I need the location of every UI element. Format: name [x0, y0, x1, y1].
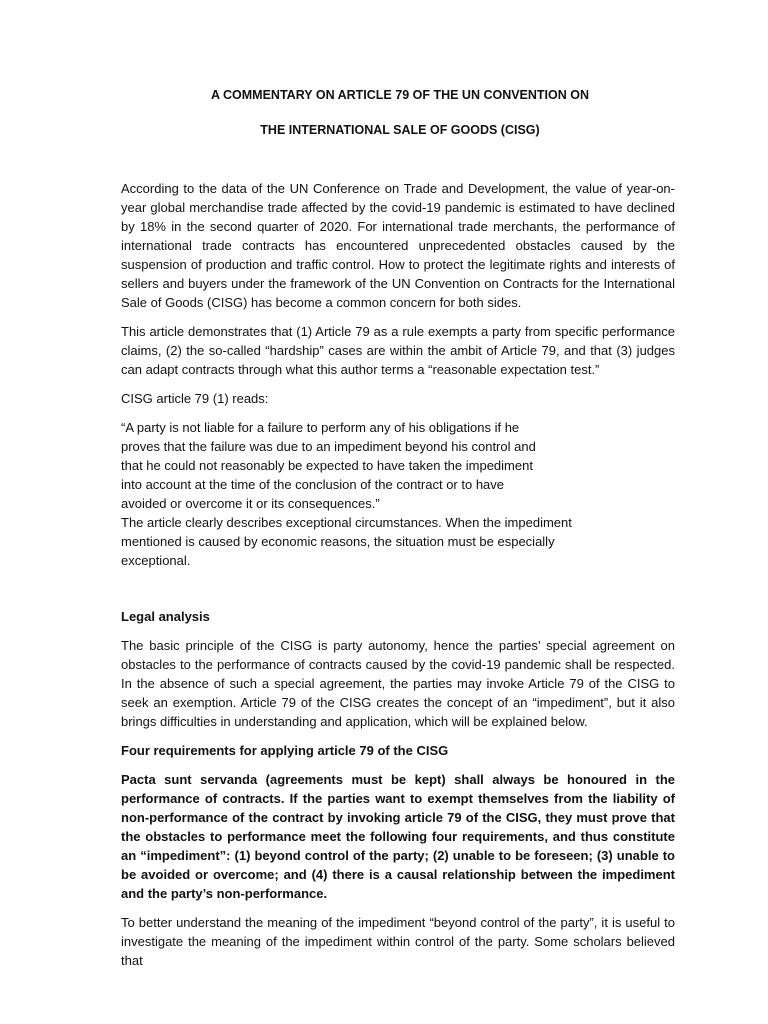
heading-four-requirements: Four requirements for applying article 79 of the CISG: [121, 743, 449, 758]
thesis-paragraph: This article demonstrates that (1) Article 79 as a rule exempts a party from specific performance claims, (2) the so-called “hardship” cases are within the ambit of Article 79, and that (3) judges can adapt contracts through what this author terms a “reasonable expectation test.”: [121, 324, 675, 377]
quote-line: mentioned is caused by economic reasons, the situation must be especially: [121, 534, 555, 549]
quote-line: avoided or overcome it or its consequences.”: [121, 496, 380, 511]
four-requirements-paragraph: Pacta sunt servanda (agreements must be kept) shall always be honoured in the performance of contracts. If the parties want to exempt themselves from the liability of non-performance of the contract by invoking article 79 of the CISG, they must prove that the obstacles to performance meet the following four requirements, and thus constitute an “impediment”: (1) beyond control of the party; (2) unable to be foreseen; (3) unable to be avoided or overcome; and (4) there is a causal relationship between the impediment and the party’s non-performance.: [121, 772, 675, 901]
article-79-quote: [121, 418, 675, 570]
legal-analysis-paragraph: The basic principle of the CISG is party autonomy, hence the parties’ special agreement on obstacles to the performance of contracts caused by the covid-19 pandemic shall be respected. In the absence of such a special agreement, the parties may invoke Article 79 of the CISG to seek an exemption. Article 79 of the CISG creates the concept of an “impediment”, but it also brings difficulties in understanding and application, which will be explained below.: [121, 638, 675, 729]
quote-line: proves that the failure was due to an impediment beyond his control and: [121, 439, 536, 454]
heading-legal-analysis: Legal analysis: [121, 609, 210, 624]
document-title-line-2: THE INTERNATIONAL SALE OF GOODS (CISG): [260, 123, 540, 137]
intro-paragraph: According to the data of the UN Conference on Trade and Development, the value of year-on-year global merchandise trade affected by the covid-19 pandemic is estimated to have declined by 18% in the second quarter of 2020. For international trade merchants, the performance of international trade contracts has encountered unprecedented obstacles caused by the suspension of production and traffic control. How to protect the legitimate rights and interests of sellers and buyers under the framework of the UN Convention on Contracts for the International Sale of Goods (CISG) has become a common concern for both sides.: [121, 181, 675, 310]
quote-line: that he could not reasonably be expected to have taken the impediment: [121, 458, 533, 473]
control-paragraph: To better understand the meaning of the impediment “beyond control of the party”, it is useful to investigate the meaning of the impediment within control of the party. Some scholars believed that: [121, 915, 675, 968]
quote-line: The article clearly describes exceptional circumstances. When the impediment: [121, 515, 572, 530]
quote-line: exceptional.: [121, 553, 191, 568]
article-intro-paragraph: CISG article 79 (1) reads:: [121, 391, 269, 406]
document-title-line-1: A COMMENTARY ON ARTICLE 79 OF THE UN CONVENTION ON: [210, 88, 590, 102]
quote-line: into account at the time of the conclusion of the contract or to have: [121, 477, 505, 492]
quote-line: “A party is not liable for a failure to perform any of his obligations if he: [121, 420, 520, 435]
